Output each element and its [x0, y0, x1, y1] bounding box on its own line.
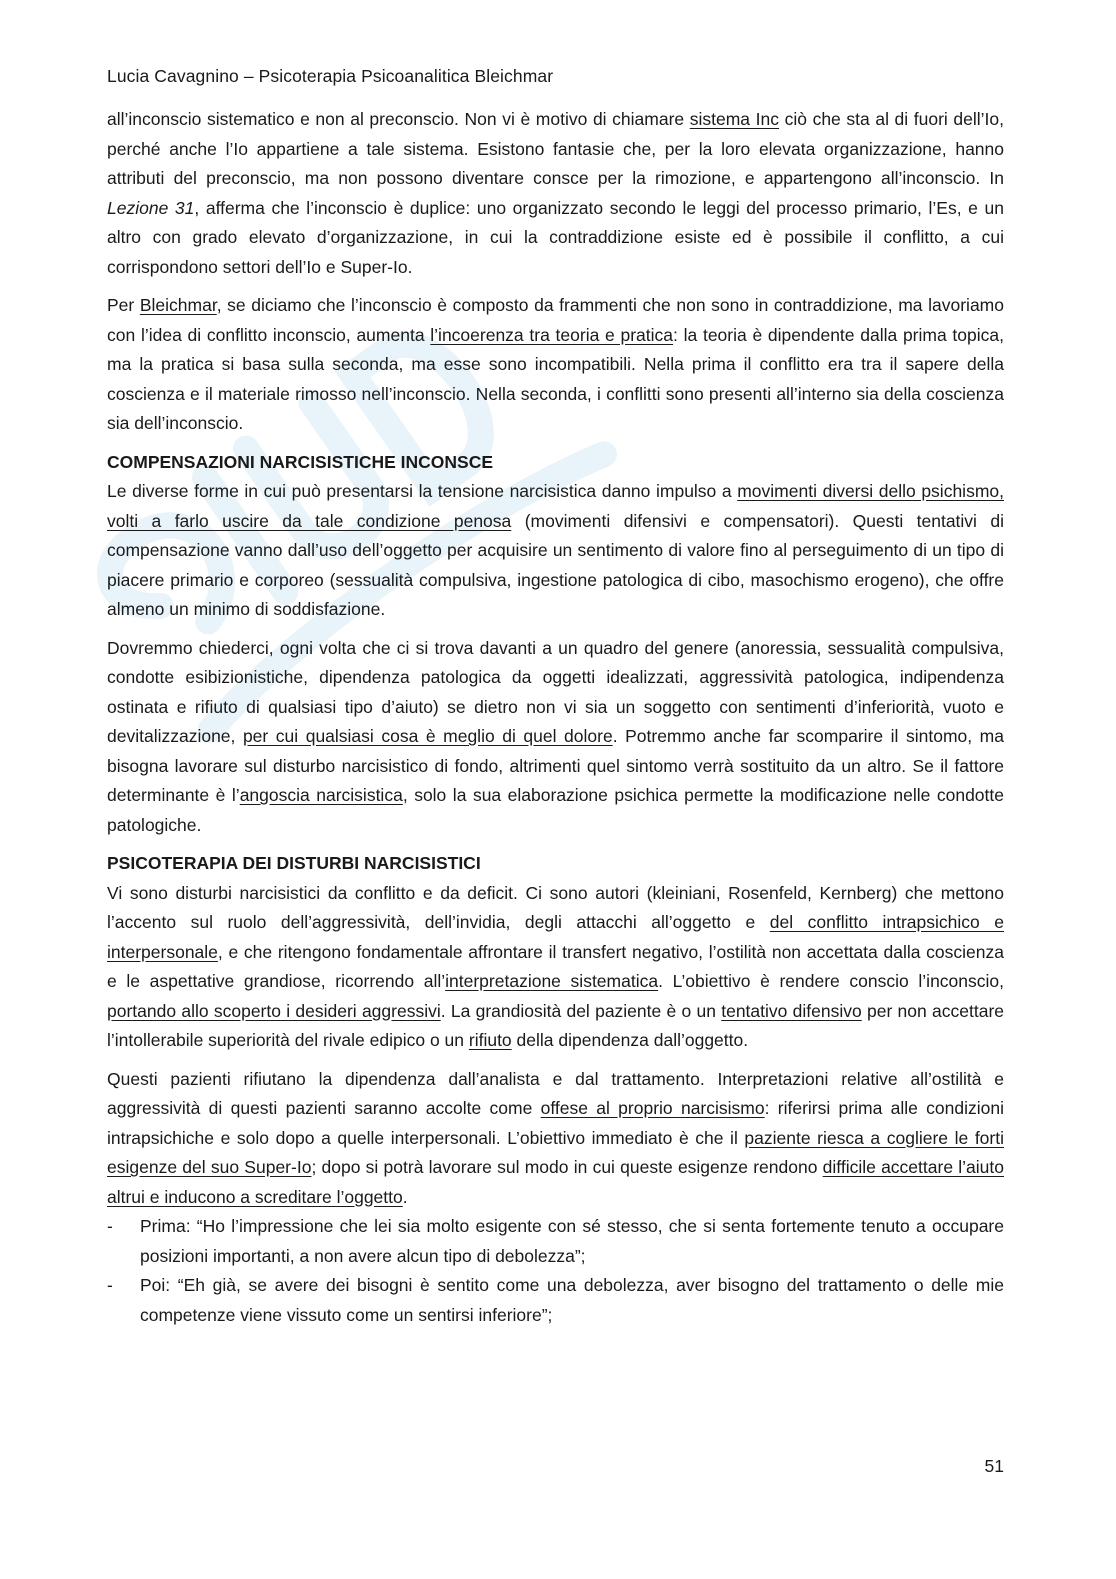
text-span: Vi sono disturbi narcisistici da conflitto e da deficit. Ci sono autori (kleiniani, Rosenfeld, Kernberg) che mettono l’accento sul ruolo dell’aggressività, dell’invidia, degli attacchi all’oggetto e — [107, 882, 1004, 932]
page-body — [107, 105, 1004, 1330]
text-span: Questi pazienti rifiutano la dipendenza dall’analista e dal trattamento. Interpretazioni relative all’ostilità e aggressività di questi pazienti saranno accolte come — [107, 1068, 1004, 1118]
dash-marker: - — [107, 1216, 113, 1236]
running-header: Lucia Cavagnino – Psicoterapia Psicoanalitica Bleichmar — [107, 66, 554, 86]
text-span: Per — [107, 295, 140, 315]
dash-marker: - — [107, 1275, 113, 1295]
text-span: (movimenti difensivi e compensatori). Questi tentativi di compensazione vanno dall’uso dell’oggetto per acquisire un sentimento di valore fino al perseguimento di un tipo di piacere primario e corporeo (sessualità compulsiva, ingestione patologica di cibo, masochismo erogeno), che offre almeno un minimo di soddisfazione. — [107, 510, 1004, 619]
section-heading-compensazioni: COMPENSAZIONI NARCISISTICHE INCONSCE — [107, 451, 493, 472]
list-item — [107, 1212, 1004, 1271]
text-span: ciò che sta al di fuori dell’Io, perché anche l’Io appartiene a tale sistema. Esistono fantasie che, per la loro elevata organizzazione, hanno attributi del preconscio, ma non possono diventare consce per la rimozione, e appartengono all’inconscio. In — [107, 109, 1005, 188]
italic-text: Lezione 31 — [107, 197, 195, 218]
text-span: Dovremmo chiederci, ogni volta che ci si trova davanti a un quadro del genere (anoressia, sessualità compulsiva, condotte esibizionistiche, dipendenza patologica da oggetti idealizzati, aggressività patologica, indipendenza ostinata e rifiuto di qualsiasi tipo d’aiuto) se dietro non vi sia un soggetto con sentimenti d’inferiorità, vuoto e devitalizzazione, — [107, 637, 1004, 746]
list-item — [107, 1271, 1004, 1330]
underlined-text: per cui qualsiasi cosa è meglio di quel dolore — [242, 726, 613, 746]
paragraph-2 — [107, 291, 1004, 439]
underlined-text: angoscia narcisistica — [239, 785, 403, 805]
paragraph-3 — [107, 477, 1004, 625]
underlined-text: paziente riesca a cogliere le forti esigenze del suo Super-Io — [107, 1127, 1004, 1177]
text-span: , e che ritengono fondamentale affrontare il transfert negativo, l’ostilità non accettata dalla coscienza e le aspettative grandiose, ricorrendo all’ — [107, 941, 1004, 991]
list-item-text: Poi: “Eh già, se avere dei bisogni è sentito come una debolezza, aver bisogno del trattamento o delle mie competenze viene vissuto come un sentirsi inferiore”; — [140, 1275, 1004, 1325]
underlined-text: sistema Inc — [689, 109, 779, 129]
section-heading-psicoterapia: PSICOTERAPIA DEI DISTURBI NARCISISTICI — [107, 853, 481, 873]
text-span: ; dopo si potrà lavorare sul modo in cui queste esigenze rendono — [311, 1157, 823, 1177]
text-span: . La grandiosità del paziente è o un — [440, 1000, 722, 1021]
text-span: Le diverse forme in cui può presentarsi la tensione narcisistica danno impulso a — [107, 481, 738, 501]
underlined-text: Bleichmar — [139, 295, 217, 315]
underlined-text: difficile accettare l’aiuto altrui e inducono a screditare l’oggetto — [107, 1157, 1005, 1207]
underlined-text: rifiuto — [468, 1030, 512, 1050]
text-span: , se diciamo che l’inconscio è composto da frammenti che non sono in contraddizione, ma lavoriamo con l’idea di conflitto inconscio, aumenta — [107, 295, 1004, 345]
list-item-text: Prima: “Ho l’impressione che lei sia molto esigente con sé stesso, che si senta fortemente tenuto a occupare posizioni importanti, a non avere alcun tipo di debolezza”; — [140, 1216, 1004, 1266]
text-span: : la teoria è dipendente dalla prima topica, ma la pratica si basa sulla seconda, ma esse sono incompatibili. Nella prima il conflitto era tra il sapere della coscienza e il materiale rimosso nell’inconscio. Nella seconda, i conflitti sono presenti all’interno sia della coscienza sia dell’inconscio. — [107, 324, 1004, 433]
text-span: , solo la sua elaborazione psichica permette la modificazione nelle condotte patologiche. — [107, 785, 1004, 835]
paragraph-5 — [107, 879, 1004, 1056]
text-span: . L’obiettivo è rendere conscio l’inconscio, — [658, 971, 1005, 991]
text-span: , afferma che l’inconscio è duplice: uno organizzato secondo le leggi del processo primario, l’Es, e un altro con grado elevato d’organizzazione, in cui la contraddizione esiste ed è possibile il conflitto, a cui corrispondono settori dell’Io e Super-Io. — [107, 197, 1004, 277]
text-span: all’inconscio sistematico e non al preconscio. Non vi è motivo di chiamare — [107, 109, 690, 129]
text-span: per non accettare l’intollerabile superiorità del rivale edipico o un — [107, 1000, 1004, 1050]
underlined-text: movimenti diversi dello psichismo, volti a farlo uscire da tale condizione penosa — [107, 481, 1004, 531]
text-span: . Potremmo anche far scomparire il sintomo, ma bisogna lavorare sul disturbo narcisistico di fondo, altrimenti quel sintomo verrà sostituito da un altro. Se il fattore determinante è l’ — [107, 726, 1004, 805]
text-span: della dipendenza dall’oggetto. — [511, 1030, 749, 1050]
paragraph-1 — [107, 105, 1004, 282]
underlined-text: del conflitto intrapsichico e interpersonale — [107, 912, 1004, 962]
underlined-text: l’incoerenza tra teoria e pratica — [430, 324, 674, 345]
underlined-text: tentativo difensivo — [721, 1000, 862, 1021]
text-span: . — [402, 1186, 408, 1207]
underlined-text: interpretazione sistematica — [445, 971, 659, 991]
underlined-text: offese al proprio narcisismo — [540, 1098, 765, 1118]
paragraph-6 — [107, 1065, 1004, 1213]
underlined-text: portando allo scoperto i desideri aggressivi — [107, 1000, 441, 1021]
page-number: 51 — [984, 1456, 1004, 1476]
paragraph-4 — [107, 634, 1004, 841]
dialogue-list — [107, 1212, 1004, 1330]
text-span: : riferirsi prima alle condizioni intrapsichiche e solo dopo a quelle interpersonali. L’obiettivo immediato è che il — [107, 1098, 1004, 1148]
